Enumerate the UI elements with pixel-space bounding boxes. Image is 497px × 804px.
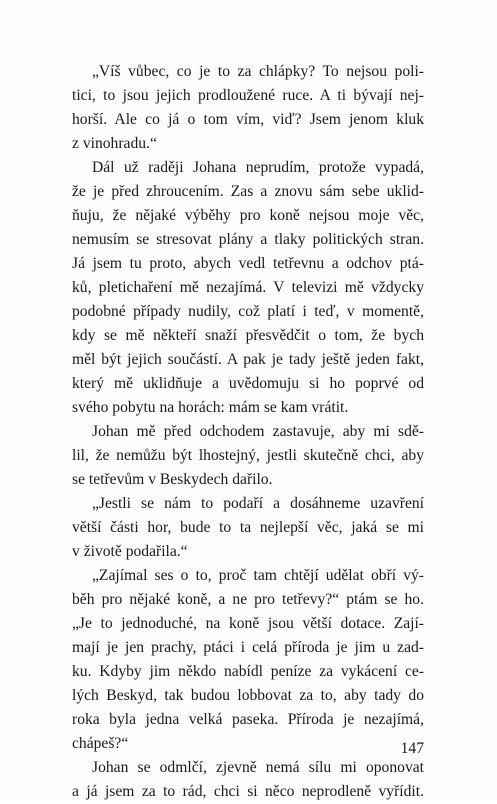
text-line: „Zajímal ses o to, proč tam chtějí udělat obří vý- xyxy=(92,567,424,584)
text-line: lil, že nemůžu být lhostejný, jestli skutečně chci, aby xyxy=(72,447,424,464)
text-line: ňuju, že nějaké výběhy pro koně nejsou moje věc, xyxy=(72,207,424,224)
text-line: Johan se odmlčí, zjevně nemá sílu mi oponovat xyxy=(92,759,424,776)
text-line: větší části hor, bude to ta nejlepší věc, jaká se mi xyxy=(72,519,424,536)
text-line: nemusím se stresovat plány a tlaky politických stran. xyxy=(72,231,424,248)
text-line: ků, pletichaření mě nezajímá. V televizi mě vždycky xyxy=(72,279,424,296)
text-line: kdy se mě někteří snaží přesvědčit o tom, že bych xyxy=(72,327,424,344)
text-line: „Je to jednoduché, na koně jsou větší dotace. Zají- xyxy=(72,615,424,632)
text-line: Dál už raději Johana neprudím, protože vypadá, xyxy=(92,159,424,176)
text-line: běh pro nějaké koně, a ne pro tetřevy?“ ptám se ho. xyxy=(72,591,424,608)
text-line: Já jsem tu proto, abych vedl tetřevnu a odchov ptá- xyxy=(72,255,424,272)
text-line: roka byla jedna velká paseka. Příroda je nezajímá, xyxy=(72,711,424,728)
text-line: se tetřevům v Beskydech dařilo. xyxy=(72,471,273,488)
text-line: Johan mě před odchodem zastavuje, aby mi sdě- xyxy=(92,423,424,440)
text-line: „Víš vůbec, co je to za chlápky? To nejsou poli- xyxy=(92,63,424,80)
body-text xyxy=(72,60,424,804)
text-line: podobné případy nudily, což platí i teď, v momentě, xyxy=(72,303,424,320)
text-line: měl být jejich součástí. A pak je tady ještě jeden fakt, xyxy=(72,351,424,368)
text-line: tici, to jsou jejich prodloužené ruce. A ti bývají nej- xyxy=(72,87,424,104)
text-line: lých Beskyd, tak budou lobbovat za to, aby tady do xyxy=(72,687,424,704)
page-number: 147 xyxy=(400,740,424,757)
text-line: „Jestli se nám to podaří a dosáhneme uzavření xyxy=(92,495,424,512)
text-line: že je před zhroucením. Zas a znovu sám sebe uklid- xyxy=(72,183,424,200)
text-line: který mě uklidňuje a uvědomuju si ho poprvé od xyxy=(72,375,424,392)
text-line: a já jsem za to rád, chci si něco neprodleně vyřídit. xyxy=(72,783,424,800)
text-line: mají je jen prachy, ptáci i celá příroda je jim u zad- xyxy=(72,639,424,656)
text-line: v životě podařila.“ xyxy=(72,543,188,560)
text-line: z vinohradu.“ xyxy=(72,135,157,152)
text-line: svého pobytu na horách: mám se kam vrátit. xyxy=(72,399,349,416)
text-line: horší. Ale co já o tom vím, viď? Jsem jenom kluk xyxy=(72,111,424,128)
text-line: ku. Kdyby jim někdo nabídl peníze za vykácení ce- xyxy=(72,663,424,680)
text-line: chápeš?“ xyxy=(72,735,129,752)
